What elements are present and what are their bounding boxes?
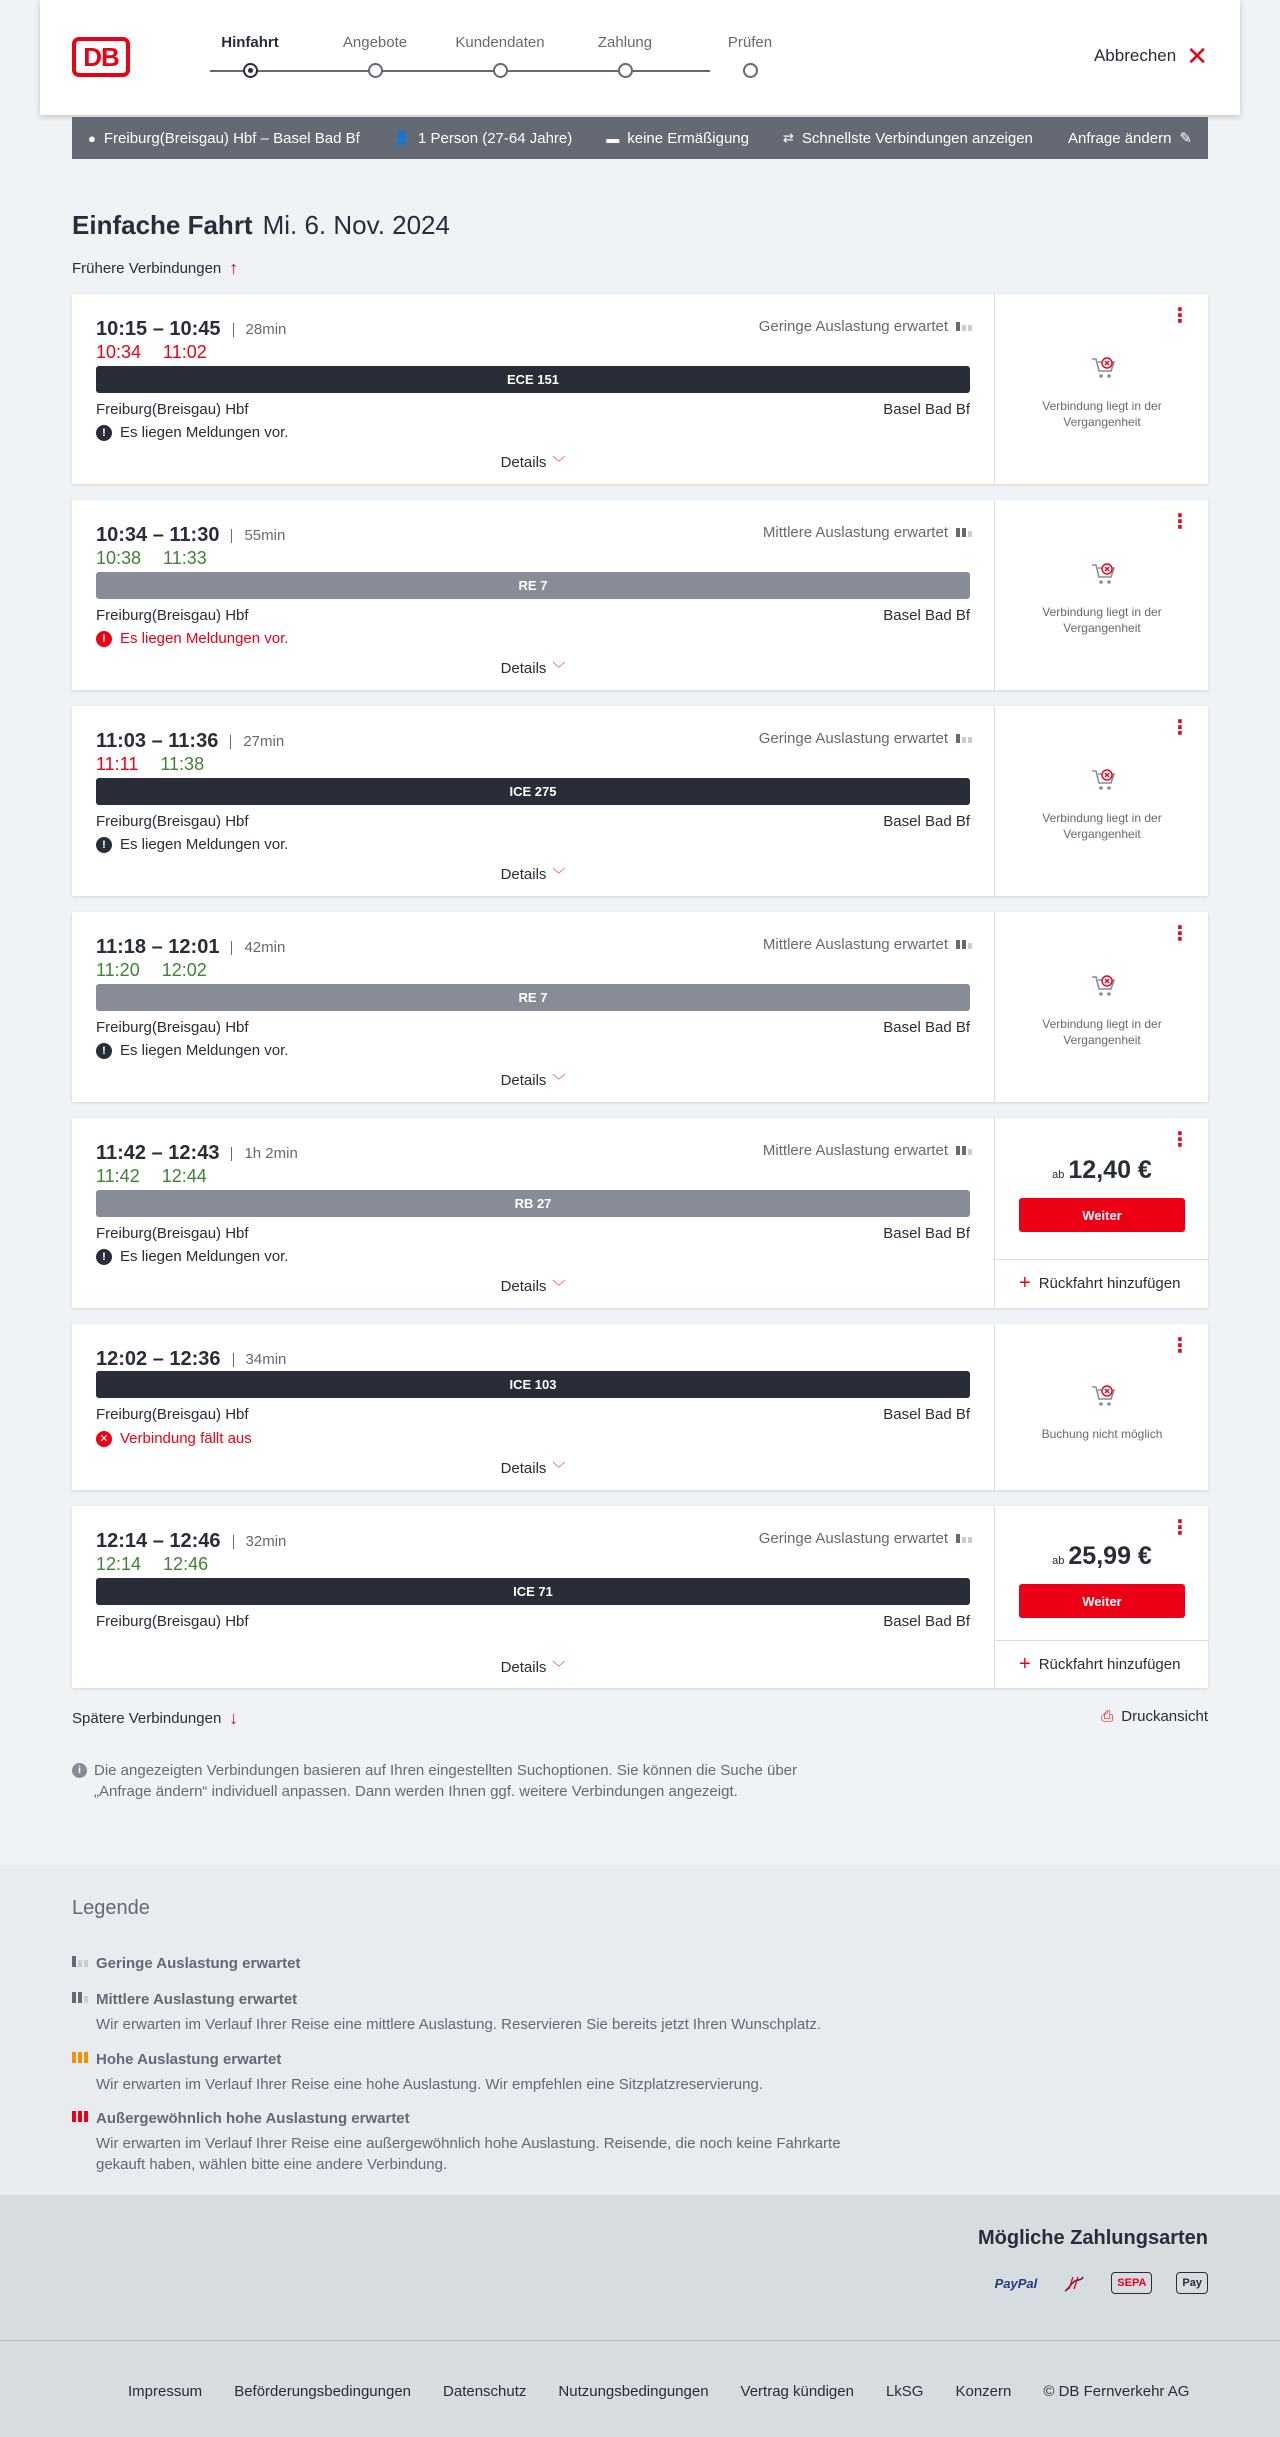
details-toggle[interactable] xyxy=(72,1657,994,1676)
cart-unavailable-icon xyxy=(1090,562,1116,586)
info-icon: i xyxy=(72,1763,87,1778)
connection-times xyxy=(96,1348,286,1371)
occupancy-low-icon xyxy=(72,1956,88,1967)
plus-icon: + xyxy=(1019,1653,1031,1675)
step-label: Kundendaten xyxy=(455,34,545,51)
message-text: Es liegen Meldungen vor. xyxy=(120,630,289,647)
add-return-label: Rückfahrt hinzufügen xyxy=(1038,1656,1181,1673)
discount-summary xyxy=(606,130,749,147)
footer-link-konzern[interactable]: Konzern xyxy=(955,2383,1012,2400)
legend-item-low xyxy=(72,1955,301,1978)
details-toggle[interactable] xyxy=(72,452,994,471)
step-label: Angebote xyxy=(342,34,408,51)
cart-unavailable-icon xyxy=(1090,1384,1116,1408)
header xyxy=(40,0,1240,115)
train-bar[interactable]: ECE 151 xyxy=(96,366,970,393)
direct-debit-icon xyxy=(1061,2271,1087,2295)
arrival-station: Basel Bad Bf xyxy=(883,401,970,418)
more-options-icon[interactable]: ⋮ xyxy=(1170,1335,1190,1357)
connection-main xyxy=(72,500,994,690)
message-text: Es liegen Meldungen vor. xyxy=(120,1248,289,1265)
legend-item-medium xyxy=(72,1991,856,2035)
location-pin-icon: ● xyxy=(88,130,96,146)
arrow-down-icon: ↓ xyxy=(229,1708,239,1728)
later-connections-link[interactable] xyxy=(72,1708,238,1729)
duration: 55min xyxy=(231,529,285,543)
step-dot xyxy=(493,63,508,78)
change-request-button[interactable] xyxy=(1068,129,1192,147)
earlier-label: Frühere Verbindungen xyxy=(72,260,222,277)
details-label: Details xyxy=(500,1460,547,1477)
chevron-down-icon: ﹀ xyxy=(552,455,566,470)
step-dot xyxy=(368,63,383,78)
details-label: Details xyxy=(500,866,547,883)
occupancy-medium-icon xyxy=(956,528,972,537)
details-toggle[interactable] xyxy=(72,658,994,677)
realtime-times xyxy=(96,754,204,775)
arrow-up-icon: ↑ xyxy=(229,258,239,278)
route-text: Freiburg(Breisgau) Hbf – Basel Bad Bf xyxy=(103,129,360,147)
realtime-arrival: 11:38 xyxy=(160,754,205,774)
occupancy-text: Geringe Auslastung erwartet xyxy=(758,318,948,335)
booking-panel xyxy=(994,912,1208,1102)
printer-icon: ⎙ xyxy=(1101,1708,1114,1725)
details-toggle[interactable] xyxy=(72,864,994,883)
occupancy-info xyxy=(763,524,972,541)
realtime-times xyxy=(96,960,207,981)
departure-station: Freiburg(Breisgau) Hbf xyxy=(96,1406,249,1423)
occupancy-text: Geringe Auslastung erwartet xyxy=(758,1530,948,1547)
step-label: Prüfen xyxy=(727,34,773,51)
message-notice xyxy=(96,1042,288,1059)
booking-status-text: Buchung nicht möglich xyxy=(1041,1427,1163,1441)
chevron-down-icon: ﹀ xyxy=(552,661,566,676)
arrival-station: Basel Bad Bf xyxy=(883,1406,970,1423)
legend-item-title: Geringe Auslastung erwartet xyxy=(96,1955,301,1972)
price-prefix: ab xyxy=(1052,1169,1065,1181)
exclamation-icon: ! xyxy=(96,425,112,441)
trip-date: Mi. 6. Nov. 2024 xyxy=(262,210,450,240)
realtime-arrival: 12:44 xyxy=(161,1166,207,1186)
booking-panel xyxy=(994,1118,1208,1308)
message-text: Es liegen Meldungen vor. xyxy=(120,424,289,441)
legend-item-title: Mittlere Auslastung erwartet xyxy=(96,1991,298,2008)
realtime-times xyxy=(96,1554,208,1575)
occupancy-text: Mittlere Auslastung erwartet xyxy=(762,1142,948,1159)
booking-panel xyxy=(994,294,1208,484)
connection-main xyxy=(72,1506,994,1688)
step-kundendaten xyxy=(445,34,555,51)
chevron-down-icon: ﹀ xyxy=(552,1660,566,1675)
booking-panel xyxy=(994,1324,1208,1490)
time-range: 10:34 – 11:30 xyxy=(96,524,220,546)
connection-card xyxy=(72,1118,1208,1308)
footer-link-datenschutz[interactable]: Datenschutz xyxy=(443,2383,527,2400)
legend-item-text: Wir erwarten im Verlauf Ihrer Reise eine hohe Auslastung. Wir empfehlen eine Sitzplatzreservierung. xyxy=(96,2076,763,2093)
payment-title: Mögliche Zahlungsarten xyxy=(977,2227,1208,2249)
time-range: 11:03 – 11:36 xyxy=(96,730,219,752)
message-notice xyxy=(96,424,288,441)
print-view-link[interactable] xyxy=(1101,1708,1208,1725)
price xyxy=(995,1156,1209,1185)
booking-panel xyxy=(994,1506,1208,1688)
cart-unavailable-icon xyxy=(1090,356,1116,380)
duration: 34min xyxy=(233,1353,287,1367)
booking-status-text: Verbindung liegt in der Vergangenheit xyxy=(1042,1017,1162,1047)
message-notice xyxy=(96,1248,288,1265)
message-text: Es liegen Meldungen vor. xyxy=(120,1042,289,1059)
message-notice xyxy=(96,630,288,647)
time-range: 11:42 – 12:43 xyxy=(96,1142,220,1164)
occupancy-info xyxy=(759,318,972,335)
occupancy-medium-icon xyxy=(956,940,972,949)
connection-main xyxy=(72,294,994,484)
exclamation-icon: ! xyxy=(96,837,112,853)
legend-section xyxy=(0,1865,1280,2195)
duration: 32min xyxy=(233,1535,287,1549)
page-title xyxy=(72,210,450,241)
more-options-icon[interactable]: ⋮ xyxy=(1170,1129,1190,1151)
departure-station: Freiburg(Breisgau) Hbf xyxy=(96,1613,249,1630)
occupancy-info xyxy=(759,1530,972,1547)
exclamation-icon: ! xyxy=(96,1043,112,1059)
cancel-button[interactable] xyxy=(1093,41,1208,71)
cancelled-x-icon: ✕ xyxy=(96,1431,112,1447)
footer-links xyxy=(128,2383,1189,2400)
realtime-departure: 11:42 xyxy=(96,1166,140,1186)
legend-item-text: Wir erwarten im Verlauf Ihrer Reise eine mittlere Auslastung. Reservieren Sie bereits jetzt Ihren Wunschplatz. xyxy=(96,2016,822,2033)
chevron-down-icon: ﹀ xyxy=(552,867,566,882)
connection-main xyxy=(72,912,994,1102)
chevron-down-icon: ﹀ xyxy=(552,1279,566,1294)
details-label: Details xyxy=(500,660,547,677)
booking-status-text: Verbindung liegt in der Vergangenheit xyxy=(1042,399,1162,429)
connection-times xyxy=(96,730,284,753)
payment-icons xyxy=(995,2271,1208,2295)
departure-station: Freiburg(Breisgau) Hbf xyxy=(96,813,249,830)
step-angebote xyxy=(320,34,430,51)
booking-status-text: Verbindung liegt in der Vergangenheit xyxy=(1042,605,1162,635)
occupancy-extreme-icon xyxy=(72,2111,88,2122)
booking-panel xyxy=(994,500,1208,690)
realtime-arrival: 11:33 xyxy=(163,548,207,568)
person-icon: 👤 xyxy=(393,130,410,145)
train-bar[interactable]: ICE 71 xyxy=(96,1578,970,1605)
occupancy-text: Mittlere Auslastung erwartet xyxy=(762,936,948,953)
train-bar[interactable]: RB 27 xyxy=(96,1190,970,1217)
price-value: 12,40 € xyxy=(1068,1156,1152,1184)
message-notice xyxy=(96,836,288,853)
train-bar[interactable]: RE 7 xyxy=(96,984,970,1011)
step-zahlung xyxy=(570,34,680,51)
chevron-down-icon: ﹀ xyxy=(552,1461,566,1476)
details-label: Details xyxy=(500,1278,547,1295)
earlier-connections-link[interactable] xyxy=(72,258,238,279)
step-hinfahrt[interactable] xyxy=(195,34,305,51)
connection-times xyxy=(96,524,285,547)
occupancy-medium-icon xyxy=(956,1146,972,1155)
bahncard-icon: ▬ xyxy=(606,130,620,146)
step-label: Hinfahrt xyxy=(221,34,279,51)
price-prefix: ab xyxy=(1052,1555,1065,1567)
exclamation-icon: ! xyxy=(96,631,112,647)
booking-status-text: Verbindung liegt in der Vergangenheit xyxy=(1042,811,1162,841)
print-label: Druckansicht xyxy=(1121,1708,1208,1725)
change-request-label: Anfrage ändern xyxy=(1068,129,1172,147)
sepa-icon: SEPA xyxy=(1111,2272,1152,2294)
realtime-times xyxy=(96,548,207,569)
legend-item-title: Außergewöhnlich hohe Auslastung erwartet xyxy=(96,2110,410,2127)
info-text: Die angezeigten Verbindungen basieren auf Ihren eingestellten Suchoptionen. Sie können die Suche über „Anfrage ändern“ individuell anpassen. Dann werden Ihnen ggf. weitere Verbindungen angezeigt. xyxy=(94,1762,798,1800)
add-return-trip-button[interactable] xyxy=(995,1259,1209,1307)
exclamation-icon: ! xyxy=(96,1249,112,1265)
time-range: 12:02 – 12:36 xyxy=(96,1348,221,1370)
details-toggle[interactable] xyxy=(72,1276,994,1295)
realtime-times xyxy=(96,342,207,363)
details-label: Details xyxy=(500,1659,547,1676)
footer-copyright: © DB Fernverkehr AG xyxy=(1043,2383,1190,2400)
step-dot xyxy=(618,63,633,78)
realtime-departure: 10:34 xyxy=(96,342,142,362)
departure-station: Freiburg(Breisgau) Hbf xyxy=(96,1225,249,1242)
option-text: Schnellste Verbindungen anzeigen xyxy=(801,129,1033,147)
step-pruefen xyxy=(695,34,805,51)
chevron-down-icon: ﹀ xyxy=(552,1073,566,1088)
realtime-departure: 11:11 xyxy=(96,754,139,774)
price-value: 25,99 € xyxy=(1068,1542,1152,1570)
footer-link-lksg[interactable]: LkSG xyxy=(885,2383,924,2400)
occupancy-text: Geringe Auslastung erwartet xyxy=(758,730,948,747)
duration: 42min xyxy=(231,941,285,955)
later-label: Spätere Verbindungen xyxy=(72,1710,222,1727)
trip-type: Einfache Fahrt xyxy=(72,210,253,240)
progress-stepper xyxy=(170,34,790,84)
connection-times xyxy=(96,1530,286,1553)
occupancy-low-icon xyxy=(956,1534,972,1543)
occupancy-text: Mittlere Auslastung erwartet xyxy=(762,524,948,541)
time-range: 12:14 – 12:46 xyxy=(96,1530,221,1552)
add-return-label: Rückfahrt hinzufügen xyxy=(1038,1275,1181,1292)
connection-main xyxy=(72,1324,994,1490)
connection-main xyxy=(72,1118,994,1308)
train-bar[interactable]: ICE 275 xyxy=(96,778,970,805)
route-summary xyxy=(88,130,360,147)
connection-card xyxy=(72,500,1208,690)
connection-times xyxy=(96,936,285,959)
cart-unavailable-icon xyxy=(1090,768,1116,792)
connection-card xyxy=(72,706,1208,896)
option-summary xyxy=(783,130,1033,147)
legend-item-title: Hohe Auslastung erwartet xyxy=(96,2051,282,2068)
occupancy-info xyxy=(763,936,972,953)
step-dot xyxy=(243,63,258,78)
connection-times xyxy=(96,1142,298,1165)
departure-station: Freiburg(Breisgau) Hbf xyxy=(96,1019,249,1036)
discount-text: keine Ermäßigung xyxy=(627,129,749,147)
realtime-departure: 12:14 xyxy=(96,1554,142,1574)
train-bar[interactable]: RE 7 xyxy=(96,572,970,599)
cart-unavailable-icon xyxy=(1090,974,1116,998)
time-range: 11:18 – 12:01 xyxy=(96,936,220,958)
details-label: Details xyxy=(500,1072,547,1089)
passenger-summary xyxy=(394,130,572,147)
footer-link-nutzungsbedingungen[interactable]: Nutzungsbedingungen xyxy=(558,2383,709,2400)
add-return-trip-button[interactable] xyxy=(995,1640,1209,1688)
pencil-icon: ✎ xyxy=(1179,130,1192,147)
legend-title: Legende xyxy=(72,1897,150,1919)
connection-card xyxy=(72,294,1208,484)
db-logo[interactable]: DB xyxy=(72,37,130,77)
passenger-text: 1 Person (27-64 Jahre) xyxy=(418,129,573,147)
train-bar[interactable]: ICE 103 xyxy=(96,1371,970,1398)
arrival-station: Basel Bad Bf xyxy=(883,607,970,624)
connection-times xyxy=(96,318,286,341)
occupancy-medium-icon xyxy=(72,1992,88,2003)
arrival-station: Basel Bad Bf xyxy=(883,1019,970,1036)
realtime-arrival: 11:02 xyxy=(163,342,207,362)
duration: 1h 2min xyxy=(231,1147,297,1161)
arrival-station: Basel Bad Bf xyxy=(883,1613,970,1630)
departure-station: Freiburg(Breisgau) Hbf xyxy=(96,607,249,624)
swap-arrows-icon: ⇄ xyxy=(782,130,794,145)
departure-station: Freiburg(Breisgau) Hbf xyxy=(96,401,249,418)
payment-methods-section xyxy=(0,2195,1280,2340)
details-toggle[interactable] xyxy=(72,1458,994,1477)
occupancy-info xyxy=(763,1142,972,1159)
cancellation-notice xyxy=(96,1430,252,1447)
step-label: Zahlung xyxy=(597,34,653,51)
footer xyxy=(0,2340,1280,2437)
connection-card xyxy=(72,1506,1208,1688)
cancel-label: Abbrechen xyxy=(1093,46,1177,65)
footer-link-vertrag-kuendigen[interactable]: Vertrag kündigen xyxy=(740,2383,854,2400)
booking-panel xyxy=(994,706,1208,896)
realtime-arrival: 12:46 xyxy=(163,1554,209,1574)
search-summary-bar xyxy=(72,117,1208,159)
realtime-arrival: 12:02 xyxy=(161,960,207,980)
duration: 28min xyxy=(233,323,287,337)
more-options-icon[interactable]: ⋮ xyxy=(1170,923,1190,945)
connection-card xyxy=(72,912,1208,1102)
stepper-line xyxy=(210,70,710,72)
details-toggle[interactable] xyxy=(72,1070,994,1089)
continue-button[interactable]: Weiter xyxy=(1019,1198,1185,1232)
legend-item-text: Wir erwarten im Verlauf Ihrer Reise eine außergewöhnlich hohe Auslastung. Reisende, die noch keine Fahrkarte gekauft haben, wählen bitte eine andere Verbindung. xyxy=(96,2135,841,2173)
realtime-departure: 11:20 xyxy=(96,960,140,980)
message-text: Verbindung fällt aus xyxy=(120,1430,252,1447)
more-options-icon[interactable]: ⋮ xyxy=(1170,717,1190,739)
price xyxy=(995,1542,1209,1571)
occupancy-info xyxy=(759,730,972,747)
footer-link-impressum[interactable]: Impressum xyxy=(128,2383,203,2400)
arrival-station: Basel Bad Bf xyxy=(883,1225,970,1242)
close-icon: ✕ xyxy=(1186,41,1208,71)
details-label: Details xyxy=(500,454,547,471)
more-options-icon[interactable]: ⋮ xyxy=(1170,511,1190,533)
realtime-departure: 10:38 xyxy=(96,548,142,568)
time-range: 10:15 – 10:45 xyxy=(96,318,221,340)
realtime-times xyxy=(96,1166,207,1187)
connection-card xyxy=(72,1324,1208,1490)
info-note xyxy=(72,1760,852,1802)
continue-button[interactable]: Weiter xyxy=(1019,1584,1185,1618)
paypal-icon: PayPal xyxy=(994,2275,1038,2291)
legend-item-high xyxy=(72,2051,856,2095)
step-dot xyxy=(743,63,758,78)
occupancy-low-icon xyxy=(956,322,972,331)
more-options-icon[interactable]: ⋮ xyxy=(1170,1517,1190,1539)
duration: 27min xyxy=(230,735,284,749)
plus-icon: + xyxy=(1019,1272,1031,1294)
arrival-station: Basel Bad Bf xyxy=(883,813,970,830)
connection-main xyxy=(72,706,994,896)
occupancy-high-icon xyxy=(72,2052,88,2063)
occupancy-low-icon xyxy=(956,734,972,743)
message-text: Es liegen Meldungen vor. xyxy=(120,836,289,853)
more-options-icon[interactable]: ⋮ xyxy=(1170,305,1190,327)
footer-link-befoerderungsbedingungen[interactable]: Beförderungsbedingungen xyxy=(234,2383,412,2400)
legend-item-extreme xyxy=(72,2110,856,2175)
apple-pay-icon: Pay xyxy=(1176,2272,1208,2294)
